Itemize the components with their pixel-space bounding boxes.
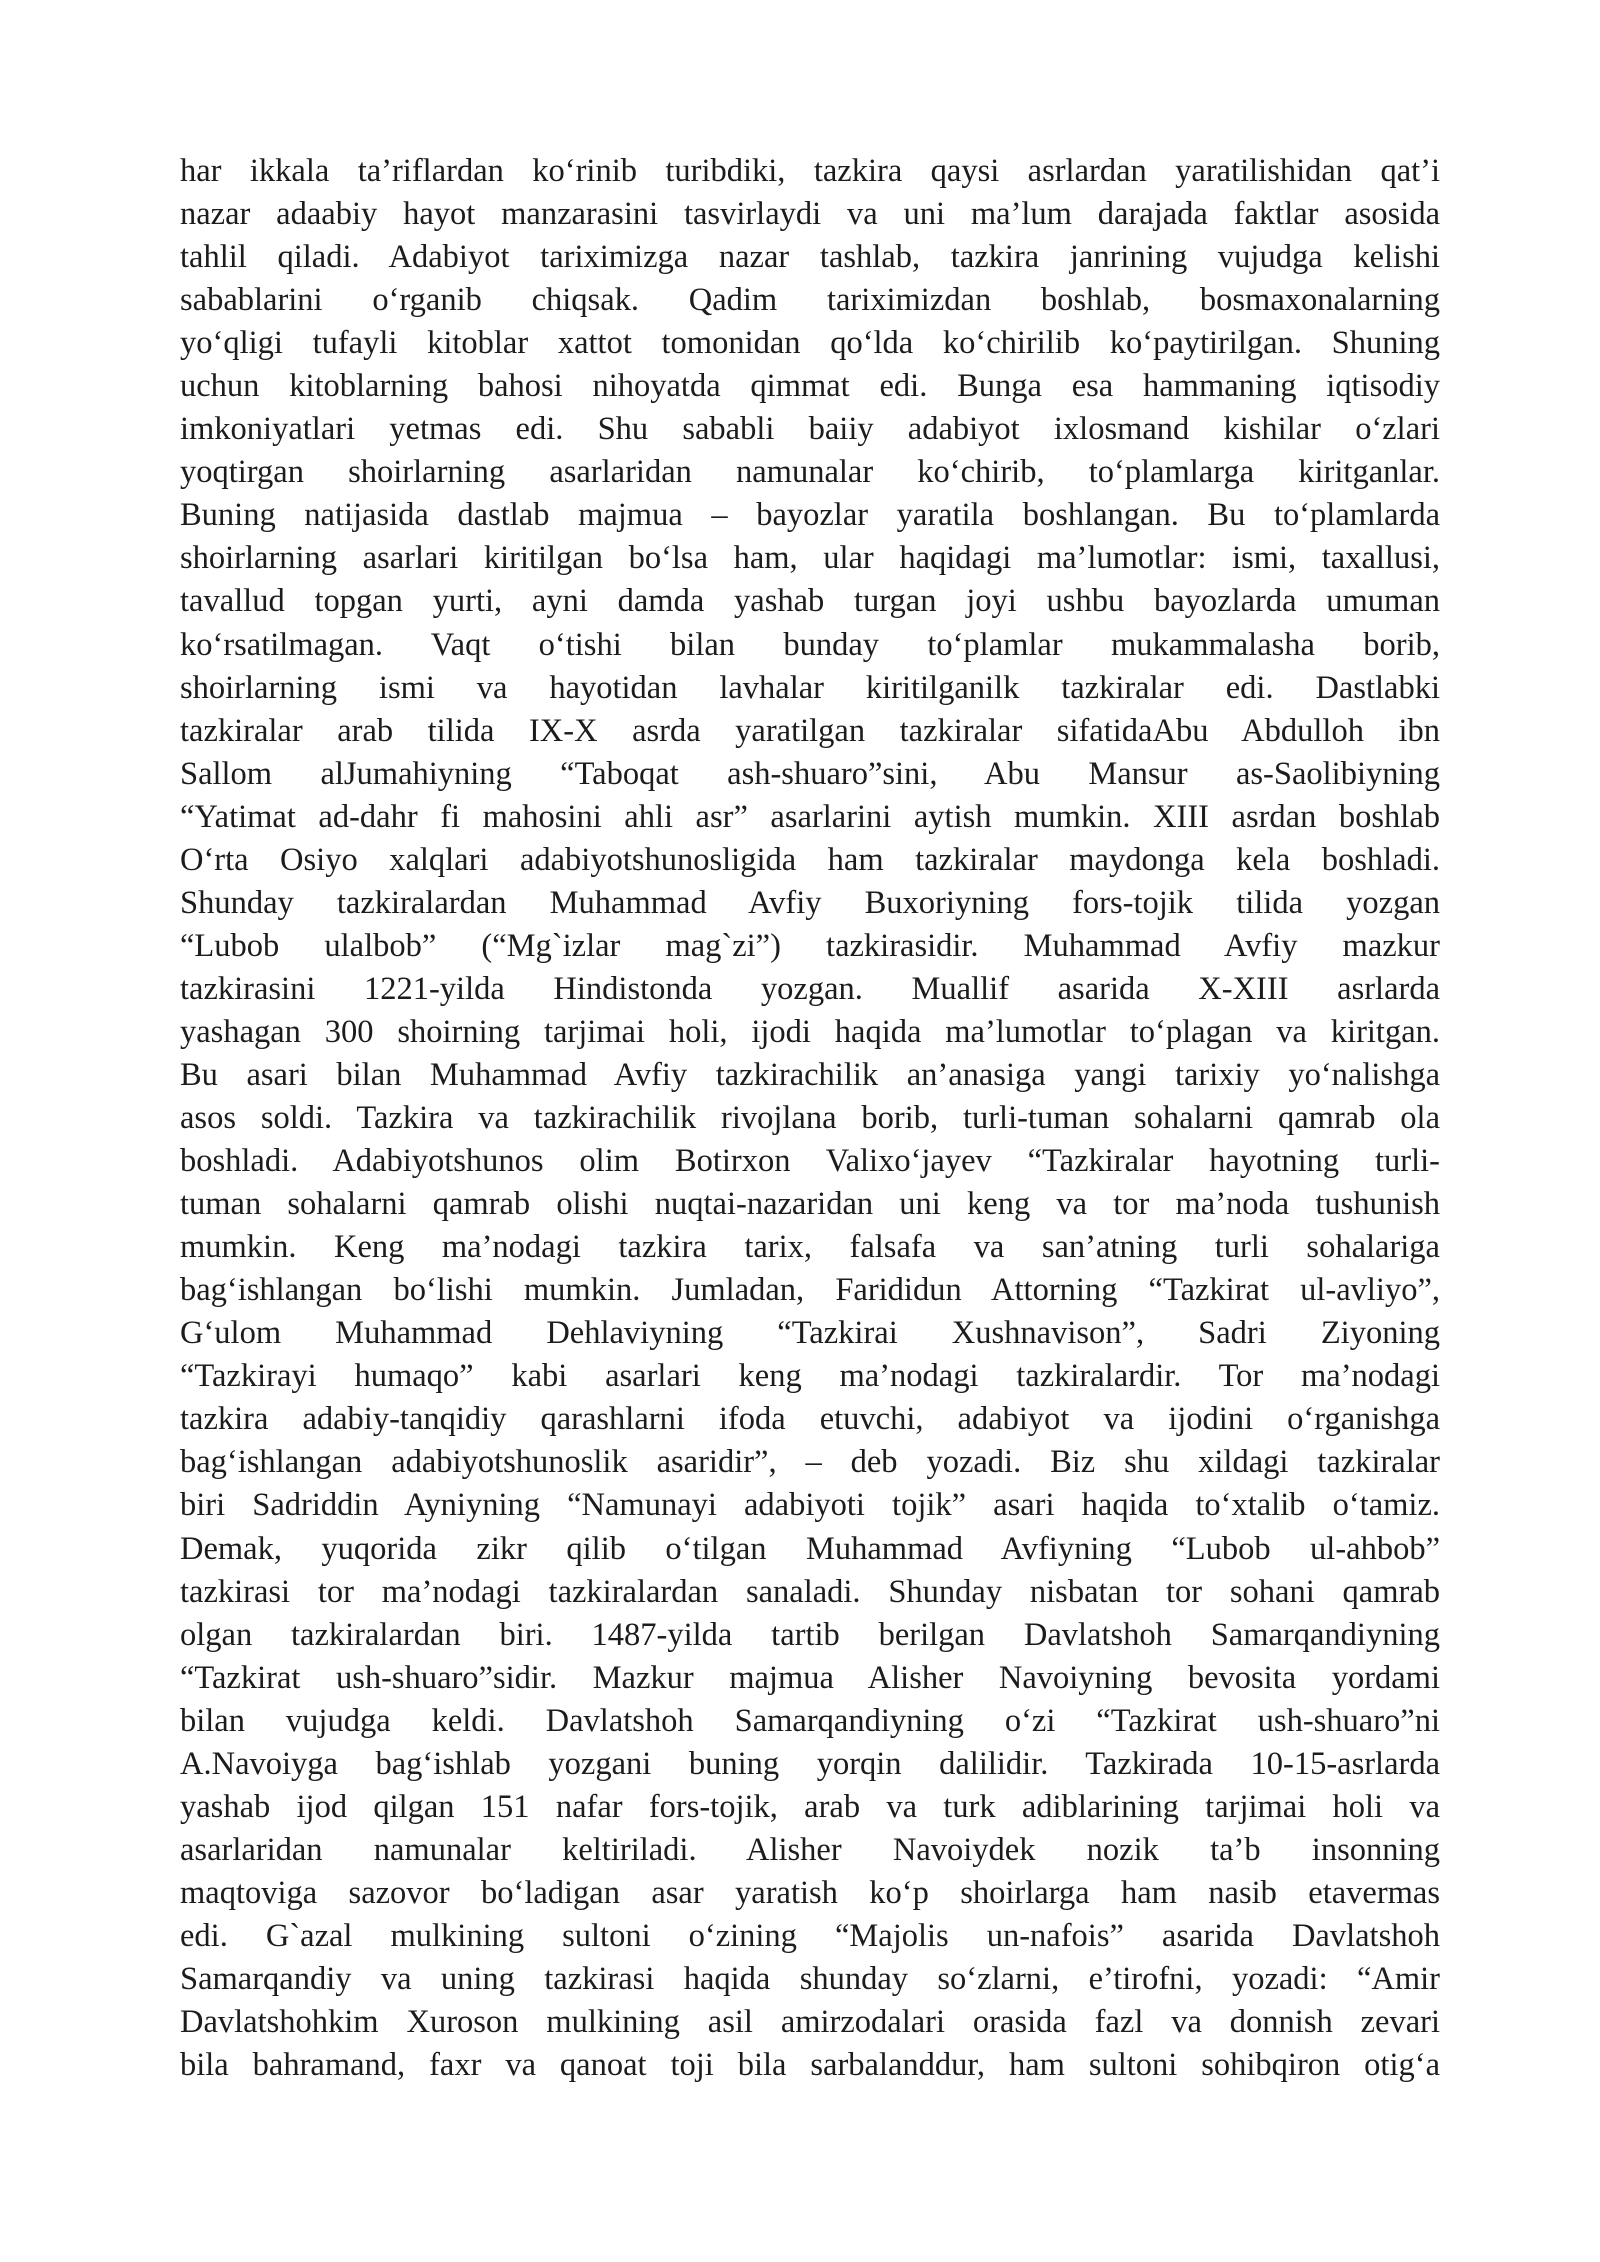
text-line: ko‘rsatilmagan. Vaqt o‘tishi bilan bunday to‘plamlar mukammalasha borib, bbox=[180, 626, 1440, 663]
text-line: Demak, yuqorida zikr qilib o‘tilgan Muhammad Avfiyning “Lubob ul-ahbob” bbox=[180, 1530, 1440, 1567]
text-line: bag‘ishlangan adabiyotshunoslik asaridir”, – deb yozadi. Biz shu xildagi tazkiralar bbox=[180, 1444, 1440, 1481]
text-line: G‘ulom Muhammad Dehlaviyning “Tazkirai Xushnavison”, Sadri Ziyoning bbox=[180, 1315, 1440, 1352]
text-line: tazkira adabiy-tanqidiy qarashlarni ifoda etuvchi, adabiyot va ijodini o‘rganishga bbox=[180, 1401, 1440, 1438]
text-line: Shunday tazkiralardan Muhammad Avfiy Buxoriyning fors-tojik tilida yozgan bbox=[180, 884, 1440, 921]
text-line: yoqtirgan shoirlarning asarlaridan namunalar ko‘chirib, to‘plamlarga kiritganlar. bbox=[180, 454, 1440, 491]
text-line: Buning natijasida dastlab majmua – bayozlar yaratila boshlangan. Bu to‘plamlarda bbox=[180, 497, 1440, 534]
text-line: yashab ijod qilgan 151 nafar fors-tojik, arab va turk adiblarining tarjimai holi va bbox=[180, 1788, 1440, 1825]
text-line: Samarqandiy va uning tazkirasi haqida shunday so‘zlarni, e’tirofni, yozadi: “Amir bbox=[180, 1960, 1440, 1997]
text-line: nazar adaabiy hayot manzarasini tasvirlaydi va uni ma’lum darajada faktlar asosida bbox=[180, 196, 1440, 233]
text-line: edi. G`azal mulkining sultoni o‘zining “Majolis un-nafois” asarida Davlatshoh bbox=[180, 1917, 1440, 1954]
text-line: A.Navoiyga bag‘ishlab yozgani buning yorqin dalilidir. Tazkirada 10-15-asrlarda bbox=[180, 1745, 1440, 1782]
text-line: Davlatshohkim Xuroson mulkining asil amirzodalari orasida fazl va donnish zevari bbox=[180, 2004, 1440, 2041]
text-line: tahlil qiladi. Adabiyot tariximizga nazar tashlab, tazkira janrining vujudga kelishi bbox=[180, 239, 1440, 276]
text-line: “Lubob ulalbob” (“Mg`izlar mag`zi”) tazkirasidir. Muhammad Avfiy mazkur bbox=[180, 927, 1440, 964]
text-line: bila bahramand, faxr va qanoat toji bila sarbalanddur, ham sultoni sohibqiron otig‘a bbox=[180, 2047, 1440, 2084]
text-line: asos soldi. Tazkira va tazkirachilik rivojlana borib, turli-tuman sohalarni qamrab ola bbox=[180, 1100, 1440, 1137]
text-line: bag‘ishlangan bo‘lishi mumkin. Jumladan, Farididun Attorning “Tazkirat ul-avliyo”, bbox=[180, 1272, 1440, 1309]
text-line: tazkiralar arab tilida IX-X asrda yaratilgan tazkiralar sifatidaAbu Abdulloh ibn bbox=[180, 712, 1440, 749]
text-line: yashagan 300 shoirning tarjimai holi, ijodi haqida ma’lumotlar to‘plagan va kiritgan. bbox=[180, 1013, 1440, 1050]
text-line: uchun kitoblarning bahosi nihoyatda qimmat edi. Bunga esa hammaning iqtisodiy bbox=[180, 368, 1440, 405]
text-line: imkoniyatlari yetmas edi. Shu sababli baiiy adabiyot ixlosmand kishilar o‘zlari bbox=[180, 411, 1440, 448]
text-line: Sallom alJumahiyning “Taboqat ash-shuaro”sini, Abu Mansur as-Saolibiyning bbox=[180, 755, 1440, 792]
text-line: olgan tazkiralardan biri. 1487-yilda tartib berilgan Davlatshoh Samarqandiyning bbox=[180, 1616, 1440, 1653]
text-line: tazkirasi tor ma’nodagi tazkiralardan sanaladi. Shunday nisbatan tor sohani qamrab bbox=[180, 1573, 1440, 1610]
body-text bbox=[180, 150, 1440, 2087]
text-line: O‘rta Osiyo xalqlari adabiyotshunosligida ham tazkiralar maydonga kela boshladi. bbox=[180, 841, 1440, 878]
text-line: yo‘qligi tufayli kitoblar xattot tomonidan qo‘lda ko‘chirilib ko‘paytirilgan. Shuning bbox=[180, 325, 1440, 362]
text-line: boshladi. Adabiyotshunos olim Botirxon Valixo‘jayev “Tazkiralar hayotning turli- bbox=[180, 1143, 1440, 1180]
text-line: bilan vujudga keldi. Davlatshoh Samarqandiyning o‘zi “Tazkirat ush-shuaro”ni bbox=[180, 1702, 1440, 1739]
text-line: tavallud topgan yurti, ayni damda yashab turgan joyi ushbu bayozlarda umuman bbox=[180, 583, 1440, 620]
text-line: “Tazkirat ush-shuaro”sidir. Mazkur majmua Alisher Navoiyning bevosita yordami bbox=[180, 1659, 1440, 1696]
text-line: biri Sadriddin Ayniyning “Namunayi adabiyoti tojik” asari haqida to‘xtalib o‘tamiz. bbox=[180, 1487, 1440, 1524]
text-line: asarlaridan namunalar keltiriladi. Alisher Navoiydek nozik ta’b insonning bbox=[180, 1831, 1440, 1868]
text-line: Bu asari bilan Muhammad Avfiy tazkirachilik an’anasiga yangi tarixiy yo‘nalishga bbox=[180, 1056, 1440, 1093]
text-line: har ikkala ta’riflardan ko‘rinib turibdiki, tazkira qaysi asrlardan yaratilishidan qat’i bbox=[180, 153, 1440, 189]
text-line: shoirlarning ismi va hayotidan lavhalar kiritilganilk tazkiralar edi. Dastlabki bbox=[180, 669, 1440, 706]
text-line: “Yatimat ad-dahr fi mahosini ahli asr” asarlarini aytish mumkin. XIII asrdan boshlab bbox=[180, 798, 1440, 835]
text-line: sabablarini o‘rganib chiqsak. Qadim tariximizdan boshlab, bosmaxonalarning bbox=[180, 282, 1440, 319]
text-line: maqtoviga sazovor bo‘ladigan asar yaratish ko‘p shoirlarga ham nasib etavermas bbox=[180, 1874, 1440, 1911]
text-line: tazkirasini 1221-yilda Hindistonda yozgan. Muallif asarida X-XIII asrlarda bbox=[180, 970, 1440, 1007]
text-line: tuman sohalarni qamrab olishi nuqtai-nazaridan uni keng va tor ma’noda tushunish bbox=[180, 1186, 1440, 1223]
text-line: mumkin. Keng ma’nodagi tazkira tarix, falsafa va san’atning turli sohalariga bbox=[180, 1229, 1440, 1266]
text-line: shoirlarning asarlari kiritilgan bo‘lsa ham, ular haqidagi ma’lumotlar: ismi, taxallusi, bbox=[180, 540, 1440, 577]
text-line: “Tazkirayi humaqo” kabi asarlari keng ma’nodagi tazkiralardir. Tor ma’nodagi bbox=[180, 1358, 1440, 1395]
